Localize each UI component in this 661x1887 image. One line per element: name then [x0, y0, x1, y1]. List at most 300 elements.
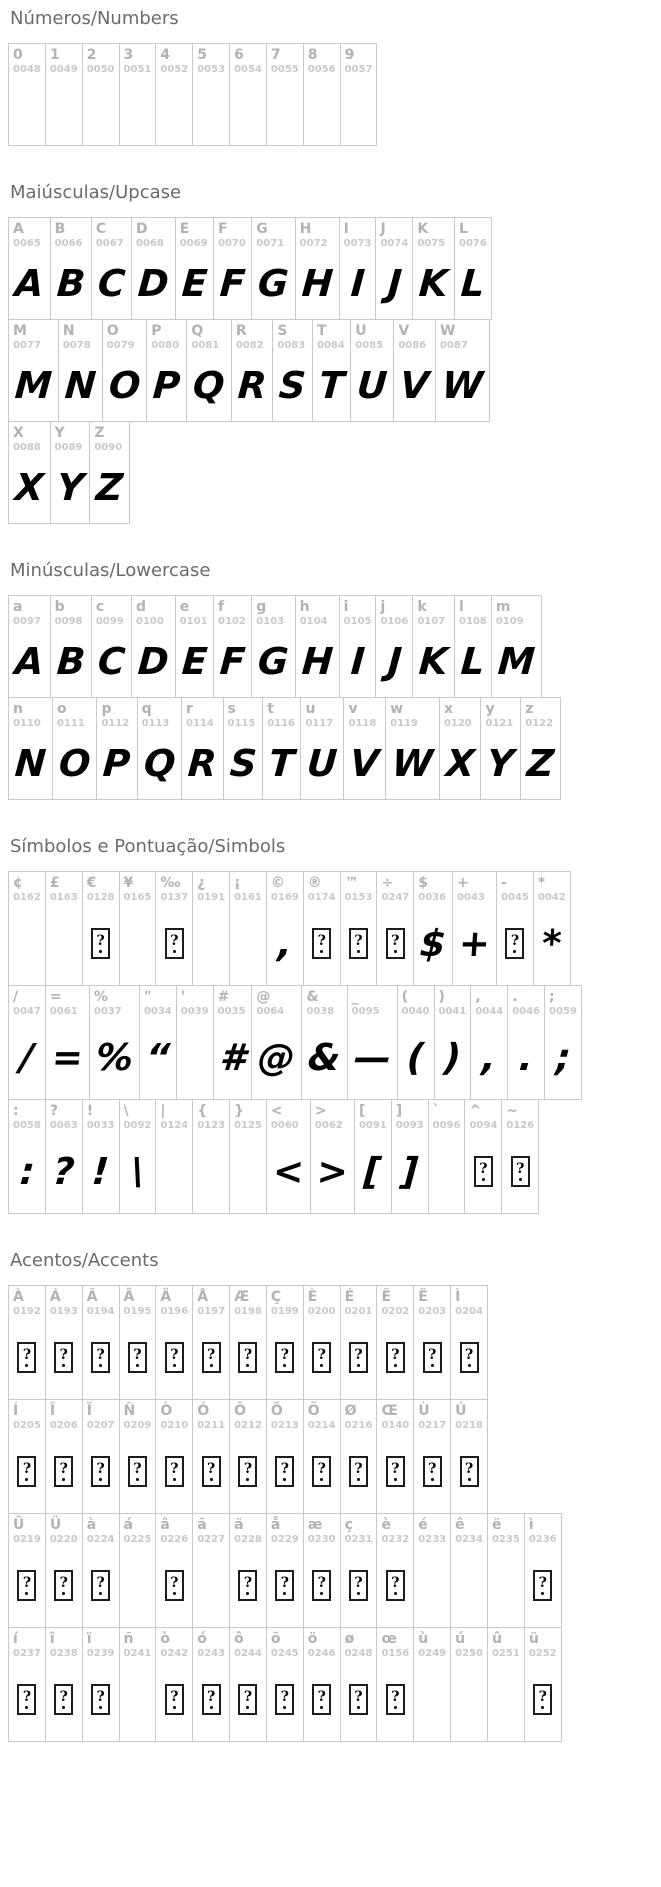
glyph-char-label: _ — [351, 989, 359, 1005]
missing-glyph-question-mark: ? — [391, 1346, 400, 1363]
glyph-cell-header — [193, 1286, 229, 1319]
glyph-code-label: 0040 — [401, 1006, 430, 1017]
glyph-preview — [377, 1319, 413, 1399]
glyph-cell — [491, 596, 541, 698]
glyph-preview — [521, 731, 560, 799]
glyph-row-table — [8, 871, 571, 986]
glyph-cell-header — [140, 986, 176, 1019]
glyph-char-label: Ù — [418, 1403, 430, 1419]
glyph-preview — [313, 353, 350, 421]
glyph-code-label: 0070 — [218, 238, 246, 249]
glyph-code-label: 0074 — [380, 238, 409, 249]
glyph-char-label: ' — [180, 989, 186, 1005]
glyph-char-label: { — [197, 1103, 208, 1119]
glyph-char-label: Ï — [86, 1403, 92, 1419]
glyph-row-table — [8, 421, 130, 524]
glyph-code-label: 0079 — [106, 340, 135, 351]
glyph-code-label: 0063 — [49, 1120, 78, 1131]
glyph-rendered-character: C — [96, 261, 127, 305]
glyph-preview — [355, 1133, 391, 1213]
glyph-preview — [46, 1133, 82, 1213]
glyph-char-label: [ — [358, 1103, 366, 1119]
glyph-preview — [156, 77, 192, 145]
glyph-cell — [82, 872, 119, 986]
missing-glyph-question-mark: ? — [170, 1346, 179, 1363]
glyph-preview — [132, 251, 175, 319]
glyph-char-label: Ñ — [123, 1403, 136, 1419]
glyph-rendered-character: Q — [142, 741, 177, 785]
missing-glyph-icon — [386, 1570, 405, 1601]
missing-glyph-question-mark: ? — [96, 932, 105, 949]
glyph-preview — [267, 1547, 303, 1627]
glyph-preview — [267, 1133, 310, 1213]
missing-glyph-icon — [17, 1684, 36, 1715]
glyph-cell — [132, 218, 176, 320]
glyph-preview — [132, 629, 175, 697]
glyph-preview — [9, 1661, 45, 1741]
glyph-cell — [376, 218, 413, 320]
glyph-preview — [193, 1433, 229, 1513]
glyph-code-label: 0153 — [344, 892, 373, 903]
glyph-cell-header — [525, 1514, 561, 1547]
glyph-cell — [9, 1514, 46, 1628]
glyph-cell — [303, 1514, 340, 1628]
missing-glyph-icon — [533, 1570, 552, 1601]
glyph-cell-header — [9, 986, 45, 1019]
glyph-cell — [91, 596, 131, 698]
glyph-cell — [413, 218, 455, 320]
glyph-code-label: 0251 — [491, 1648, 520, 1659]
missing-glyph-icon — [533, 1684, 552, 1715]
glyph-char-label: W — [439, 323, 456, 339]
missing-glyph-dot — [246, 1592, 249, 1595]
glyph-preview — [120, 77, 156, 145]
glyph-code-label: 0111 — [56, 718, 85, 729]
glyph-preview — [9, 1133, 45, 1213]
glyph-code-label: 0217 — [418, 1420, 447, 1431]
glyph-code-label: 0247 — [381, 892, 410, 903]
glyph-char-label: i — [343, 599, 349, 615]
missing-glyph-dot — [62, 1592, 65, 1595]
glyph-cell — [9, 1100, 46, 1214]
glyph-char-label: r — [186, 701, 193, 717]
glyph-cell — [266, 1286, 303, 1400]
glyph-cell — [471, 986, 508, 1100]
glyph-cell-header — [232, 320, 273, 353]
glyph-rendered-character: $ — [418, 921, 448, 965]
glyph-cell-header — [9, 1400, 45, 1433]
glyph-code-label: 0231 — [344, 1534, 373, 1545]
glyph-char-label: m — [495, 599, 511, 615]
glyph-code-label: 0169 — [270, 892, 299, 903]
glyph-code-label: 0091 — [358, 1120, 387, 1131]
glyph-char-label: ` — [432, 1103, 440, 1119]
glyph-cell — [52, 698, 96, 800]
glyph-char-label: J — [380, 221, 386, 237]
glyph-preview — [46, 1547, 82, 1627]
glyph-cell-header — [9, 698, 52, 731]
glyph-cell — [9, 422, 51, 524]
glyph-code-label: 0085 — [355, 340, 384, 351]
glyph-preview — [414, 1547, 450, 1627]
glyph-cell — [295, 218, 339, 320]
missing-glyph-dot — [62, 1706, 65, 1709]
glyph-rendered-character: D — [136, 639, 171, 683]
missing-glyph-icon — [275, 1456, 294, 1487]
glyph-cell — [301, 698, 344, 800]
glyph-rendered-character: T — [317, 363, 346, 407]
glyph-cell-header — [453, 872, 496, 905]
glyph-rendered-character: X — [13, 465, 46, 509]
glyph-char-label: o — [56, 701, 67, 717]
glyph-code-label: 0095 — [351, 1006, 380, 1017]
glyph-cell-header — [147, 320, 186, 353]
glyph-char-label: Î — [49, 1403, 56, 1419]
missing-glyph-dot — [173, 1592, 176, 1595]
glyph-preview — [440, 731, 481, 799]
glyph-code-label: 0199 — [270, 1306, 299, 1317]
glyph-preview — [451, 1547, 487, 1627]
missing-glyph-icon — [91, 1342, 110, 1373]
glyph-char-label: q — [141, 701, 152, 717]
glyph-cell-header — [455, 596, 491, 629]
glyph-preview — [103, 353, 146, 421]
glyph-rendered-character: E — [180, 639, 209, 683]
glyph-cell-header — [132, 218, 175, 251]
glyph-cell — [50, 218, 91, 320]
glyph-cell-header — [341, 1628, 377, 1661]
glyph-rendered-character: F — [218, 261, 247, 305]
glyph-cell-header — [156, 872, 192, 905]
glyph-cell-header — [252, 596, 294, 629]
glyph-char-label: ‰ — [160, 875, 181, 891]
glyph-char-label: f — [218, 599, 225, 615]
glyph-cell — [156, 1514, 193, 1628]
glyph-preview — [394, 353, 435, 421]
glyph-code-label: 0191 — [197, 892, 226, 903]
glyph-rendered-character: G — [256, 261, 291, 305]
glyph-cell-header — [9, 218, 50, 251]
glyph-cell — [119, 1400, 156, 1514]
glyph-char-label: Q — [191, 323, 204, 339]
glyph-preview — [9, 1547, 45, 1627]
glyph-row-table — [8, 1285, 488, 1400]
glyph-cell-header — [193, 1514, 229, 1547]
glyph-preview — [46, 1661, 82, 1741]
glyph-rendered-character: # — [218, 1035, 247, 1079]
glyph-rendered-character: A — [13, 261, 46, 305]
glyph-char-label: Õ — [270, 1403, 283, 1419]
missing-glyph-icon — [275, 1684, 294, 1715]
glyph-preview — [230, 1661, 266, 1741]
glyph-code-label: 0211 — [197, 1420, 226, 1431]
glyph-code-label: 0101 — [179, 616, 208, 627]
glyph-preview — [90, 1019, 139, 1099]
glyph-preview — [273, 353, 312, 421]
glyph-cell — [119, 44, 156, 146]
glyph-row-table — [8, 319, 490, 422]
glyph-cell — [413, 596, 455, 698]
glyph-code-label: 0105 — [343, 616, 372, 627]
glyph-cell-header — [156, 1100, 192, 1133]
glyph-code-label: 0049 — [49, 64, 78, 75]
missing-glyph-dot — [136, 1364, 139, 1367]
glyph-preview — [267, 1661, 303, 1741]
missing-glyph-icon — [91, 1456, 110, 1487]
missing-glyph-icon — [238, 1570, 257, 1601]
missing-glyph-question-mark: ? — [391, 932, 400, 949]
glyph-preview — [341, 1661, 377, 1741]
glyph-cell-header — [92, 596, 131, 629]
glyph-code-label: 0209 — [123, 1420, 152, 1431]
glyph-cell-header — [414, 872, 452, 905]
glyph-preview — [9, 1319, 45, 1399]
missing-glyph-icon — [474, 1156, 493, 1187]
glyph-cell — [340, 1628, 377, 1742]
glyph-rendered-character: R — [186, 741, 219, 785]
glyph-cell-header — [9, 320, 58, 353]
glyph-code-label: 0124 — [160, 1120, 189, 1131]
glyph-cell — [9, 218, 51, 320]
glyph-cell — [451, 1514, 488, 1628]
glyph-cell-header — [9, 596, 50, 629]
glyph-char-label: ê — [455, 1517, 465, 1533]
glyph-preview — [46, 77, 82, 145]
missing-glyph-question-mark: ? — [22, 1574, 32, 1591]
glyph-cell — [340, 872, 377, 986]
glyph-char-label: ® — [307, 875, 322, 891]
glyph-code-label: 0116 — [267, 718, 296, 729]
missing-glyph-icon — [312, 1342, 331, 1373]
glyph-char-label: Ã — [123, 1289, 135, 1305]
glyph-cell-header — [492, 596, 541, 629]
glyph-code-label: 0165 — [123, 892, 152, 903]
glyph-char-label: Á — [49, 1289, 61, 1305]
glyph-section-4 — [8, 1250, 653, 1742]
glyph-preview — [534, 905, 570, 985]
glyph-preview — [232, 353, 273, 421]
glyph-code-label: 0137 — [160, 892, 189, 903]
glyph-rendered-character: % — [94, 1035, 135, 1079]
glyph-code-label: 0162 — [13, 892, 41, 903]
glyph-cell — [214, 218, 252, 320]
missing-glyph-icon — [91, 1570, 110, 1601]
glyph-preview — [214, 629, 251, 697]
glyph-char-label: î — [49, 1631, 55, 1647]
glyph-code-label: 0034 — [143, 1006, 172, 1017]
glyph-code-label: 0094 — [469, 1120, 498, 1131]
glyph-cell-header — [377, 1286, 413, 1319]
glyph-code-label: 0106 — [380, 616, 409, 627]
glyph-char-label: 2 — [86, 47, 97, 63]
glyph-preview — [451, 1319, 487, 1399]
missing-glyph-question-mark: ? — [391, 1688, 400, 1705]
glyph-cell-header — [83, 872, 119, 905]
glyph-cell — [89, 986, 139, 1100]
glyph-char-label: x — [443, 701, 453, 717]
glyph-code-label: 0113 — [141, 718, 170, 729]
missing-glyph-icon — [238, 1342, 257, 1373]
glyph-preview — [304, 905, 340, 985]
glyph-code-label: 0163 — [49, 892, 78, 903]
glyph-char-label: € — [86, 875, 97, 891]
glyph-char-label: Œ — [381, 1403, 398, 1419]
glyph-char-label: z — [525, 701, 534, 717]
glyph-code-label: 0174 — [307, 892, 336, 903]
glyph-char-label: T — [317, 323, 327, 339]
missing-glyph-icon — [165, 1342, 184, 1373]
missing-glyph-icon — [128, 1456, 147, 1487]
glyph-code-label: 0232 — [381, 1534, 410, 1545]
glyph-code-label: 0086 — [398, 340, 427, 351]
glyph-cell-header — [429, 1100, 465, 1133]
glyph-rendered-character: , — [480, 1035, 498, 1079]
glyph-cell — [303, 872, 340, 986]
glyph-cell — [354, 1100, 391, 1214]
glyph-code-label: 0235 — [491, 1534, 520, 1545]
missing-glyph-question-mark: ? — [317, 1460, 326, 1477]
glyph-preview — [9, 1019, 45, 1099]
glyph-cell — [266, 1514, 303, 1628]
glyph-preview — [386, 731, 439, 799]
glyph-preview — [46, 1019, 89, 1099]
glyph-code-label: 0043 — [457, 892, 485, 903]
glyph-cell — [303, 1286, 340, 1400]
glyph-cell-header — [120, 872, 156, 905]
glyph-code-label: 0110 — [13, 718, 41, 729]
glyph-cell-header — [193, 1400, 229, 1433]
glyph-rendered-character: M — [13, 363, 54, 407]
glyph-char-label: È — [307, 1289, 318, 1305]
missing-glyph-icon — [17, 1570, 36, 1601]
glyph-cell-header — [46, 1400, 82, 1433]
glyph-preview — [83, 1547, 119, 1627]
glyph-char-label: Æ — [234, 1289, 250, 1305]
glyph-code-label: 0084 — [317, 340, 345, 351]
glyph-char-label: g — [256, 599, 267, 615]
glyph-rendered-character: Y — [55, 465, 85, 509]
glyph-code-label: 0194 — [86, 1306, 115, 1317]
glyph-preview — [156, 1133, 192, 1213]
missing-glyph-dot — [25, 1592, 28, 1595]
glyph-preview — [252, 629, 294, 697]
glyph-preview — [230, 1547, 266, 1627]
glyph-cell — [9, 320, 59, 422]
glyph-cell — [156, 44, 193, 146]
glyph-rendered-character: X — [444, 741, 476, 785]
glyph-code-label: 0226 — [160, 1534, 189, 1545]
glyph-cell — [340, 1514, 377, 1628]
glyph-code-label: 0054 — [234, 64, 262, 75]
glyph-cell-header — [413, 218, 454, 251]
glyph-code-label: 0096 — [432, 1120, 461, 1131]
glyph-cell — [435, 320, 489, 422]
glyph-cell — [273, 320, 313, 422]
glyph-code-label: 0206 — [49, 1420, 78, 1431]
glyph-preview — [340, 629, 376, 697]
missing-glyph-dot — [62, 1478, 65, 1481]
glyph-rendered-character: L — [459, 639, 487, 683]
glyph-cell — [303, 1400, 340, 1514]
missing-glyph-icon — [91, 1684, 110, 1715]
glyph-char-label: A — [13, 221, 24, 237]
glyph-code-label: 0213 — [270, 1420, 299, 1431]
glyph-cell — [295, 596, 339, 698]
glyph-rendered-character: K — [417, 261, 450, 305]
glyph-char-label: Û — [13, 1517, 25, 1533]
glyph-char-label: ñ — [123, 1631, 134, 1647]
missing-glyph-dot — [283, 1592, 286, 1595]
glyph-code-label: 0112 — [101, 718, 130, 729]
glyph-cell-header — [156, 1628, 192, 1661]
glyph-rendered-character: < — [271, 1149, 306, 1193]
glyph-section-3 — [8, 836, 653, 1214]
glyph-preview — [302, 1019, 346, 1099]
glyph-rendered-character: W — [390, 741, 435, 785]
glyph-cell-header — [451, 1400, 487, 1433]
glyph-code-label: 0243 — [197, 1648, 226, 1659]
missing-glyph-icon — [386, 1456, 405, 1487]
glyph-code-label: 0212 — [234, 1420, 262, 1431]
glyph-char-label: I — [343, 221, 349, 237]
glyph-preview — [296, 251, 339, 319]
glyph-cell-header — [497, 872, 533, 905]
missing-glyph-icon — [312, 928, 331, 959]
glyph-code-label: 0122 — [525, 718, 554, 729]
glyph-preview — [51, 629, 91, 697]
glyph-row-table — [8, 1099, 539, 1214]
missing-glyph-question-mark: ? — [516, 1160, 525, 1177]
glyph-cell-header — [502, 1100, 538, 1133]
glyph-code-label: 0121 — [485, 718, 514, 729]
missing-glyph-question-mark: ? — [510, 932, 520, 949]
glyph-cell — [340, 1286, 377, 1400]
missing-glyph-question-mark: ? — [354, 1460, 363, 1477]
glyph-cell-header — [193, 872, 229, 905]
glyph-code-label: 0103 — [256, 616, 285, 627]
glyph-cell-header — [120, 1100, 156, 1133]
glyph-cell — [434, 986, 471, 1100]
glyph-char-label: Ô — [234, 1403, 246, 1419]
glyph-char-label: U — [355, 323, 367, 339]
glyph-rendered-character: — — [352, 1035, 393, 1079]
glyph-cell-header — [304, 872, 340, 905]
glyph-code-label: 0090 — [94, 442, 123, 453]
glyph-cell-header — [267, 44, 303, 77]
missing-glyph-question-mark: ? — [317, 932, 326, 949]
glyph-cell-header — [83, 1628, 119, 1661]
missing-glyph-question-mark: ? — [538, 1574, 547, 1591]
glyph-char-label: d — [136, 599, 147, 615]
glyph-cell — [347, 986, 397, 1100]
glyph-preview — [9, 77, 45, 145]
glyph-char-label: H — [299, 221, 312, 237]
glyph-cell — [9, 1286, 46, 1400]
glyph-preview — [252, 251, 294, 319]
glyph-cell-header — [51, 596, 91, 629]
glyph-preview — [344, 731, 385, 799]
missing-glyph-icon — [54, 1684, 73, 1715]
glyph-cell-header — [83, 1100, 119, 1133]
glyph-rendered-character: U — [355, 363, 389, 407]
glyph-char-label: & — [306, 989, 319, 1005]
glyph-cell-header — [138, 698, 181, 731]
glyph-char-label: N — [62, 323, 75, 339]
glyph-preview — [414, 905, 452, 985]
glyph-preview — [455, 251, 491, 319]
missing-glyph-icon — [349, 1342, 368, 1373]
glyph-rendered-character: > — [315, 1149, 350, 1193]
